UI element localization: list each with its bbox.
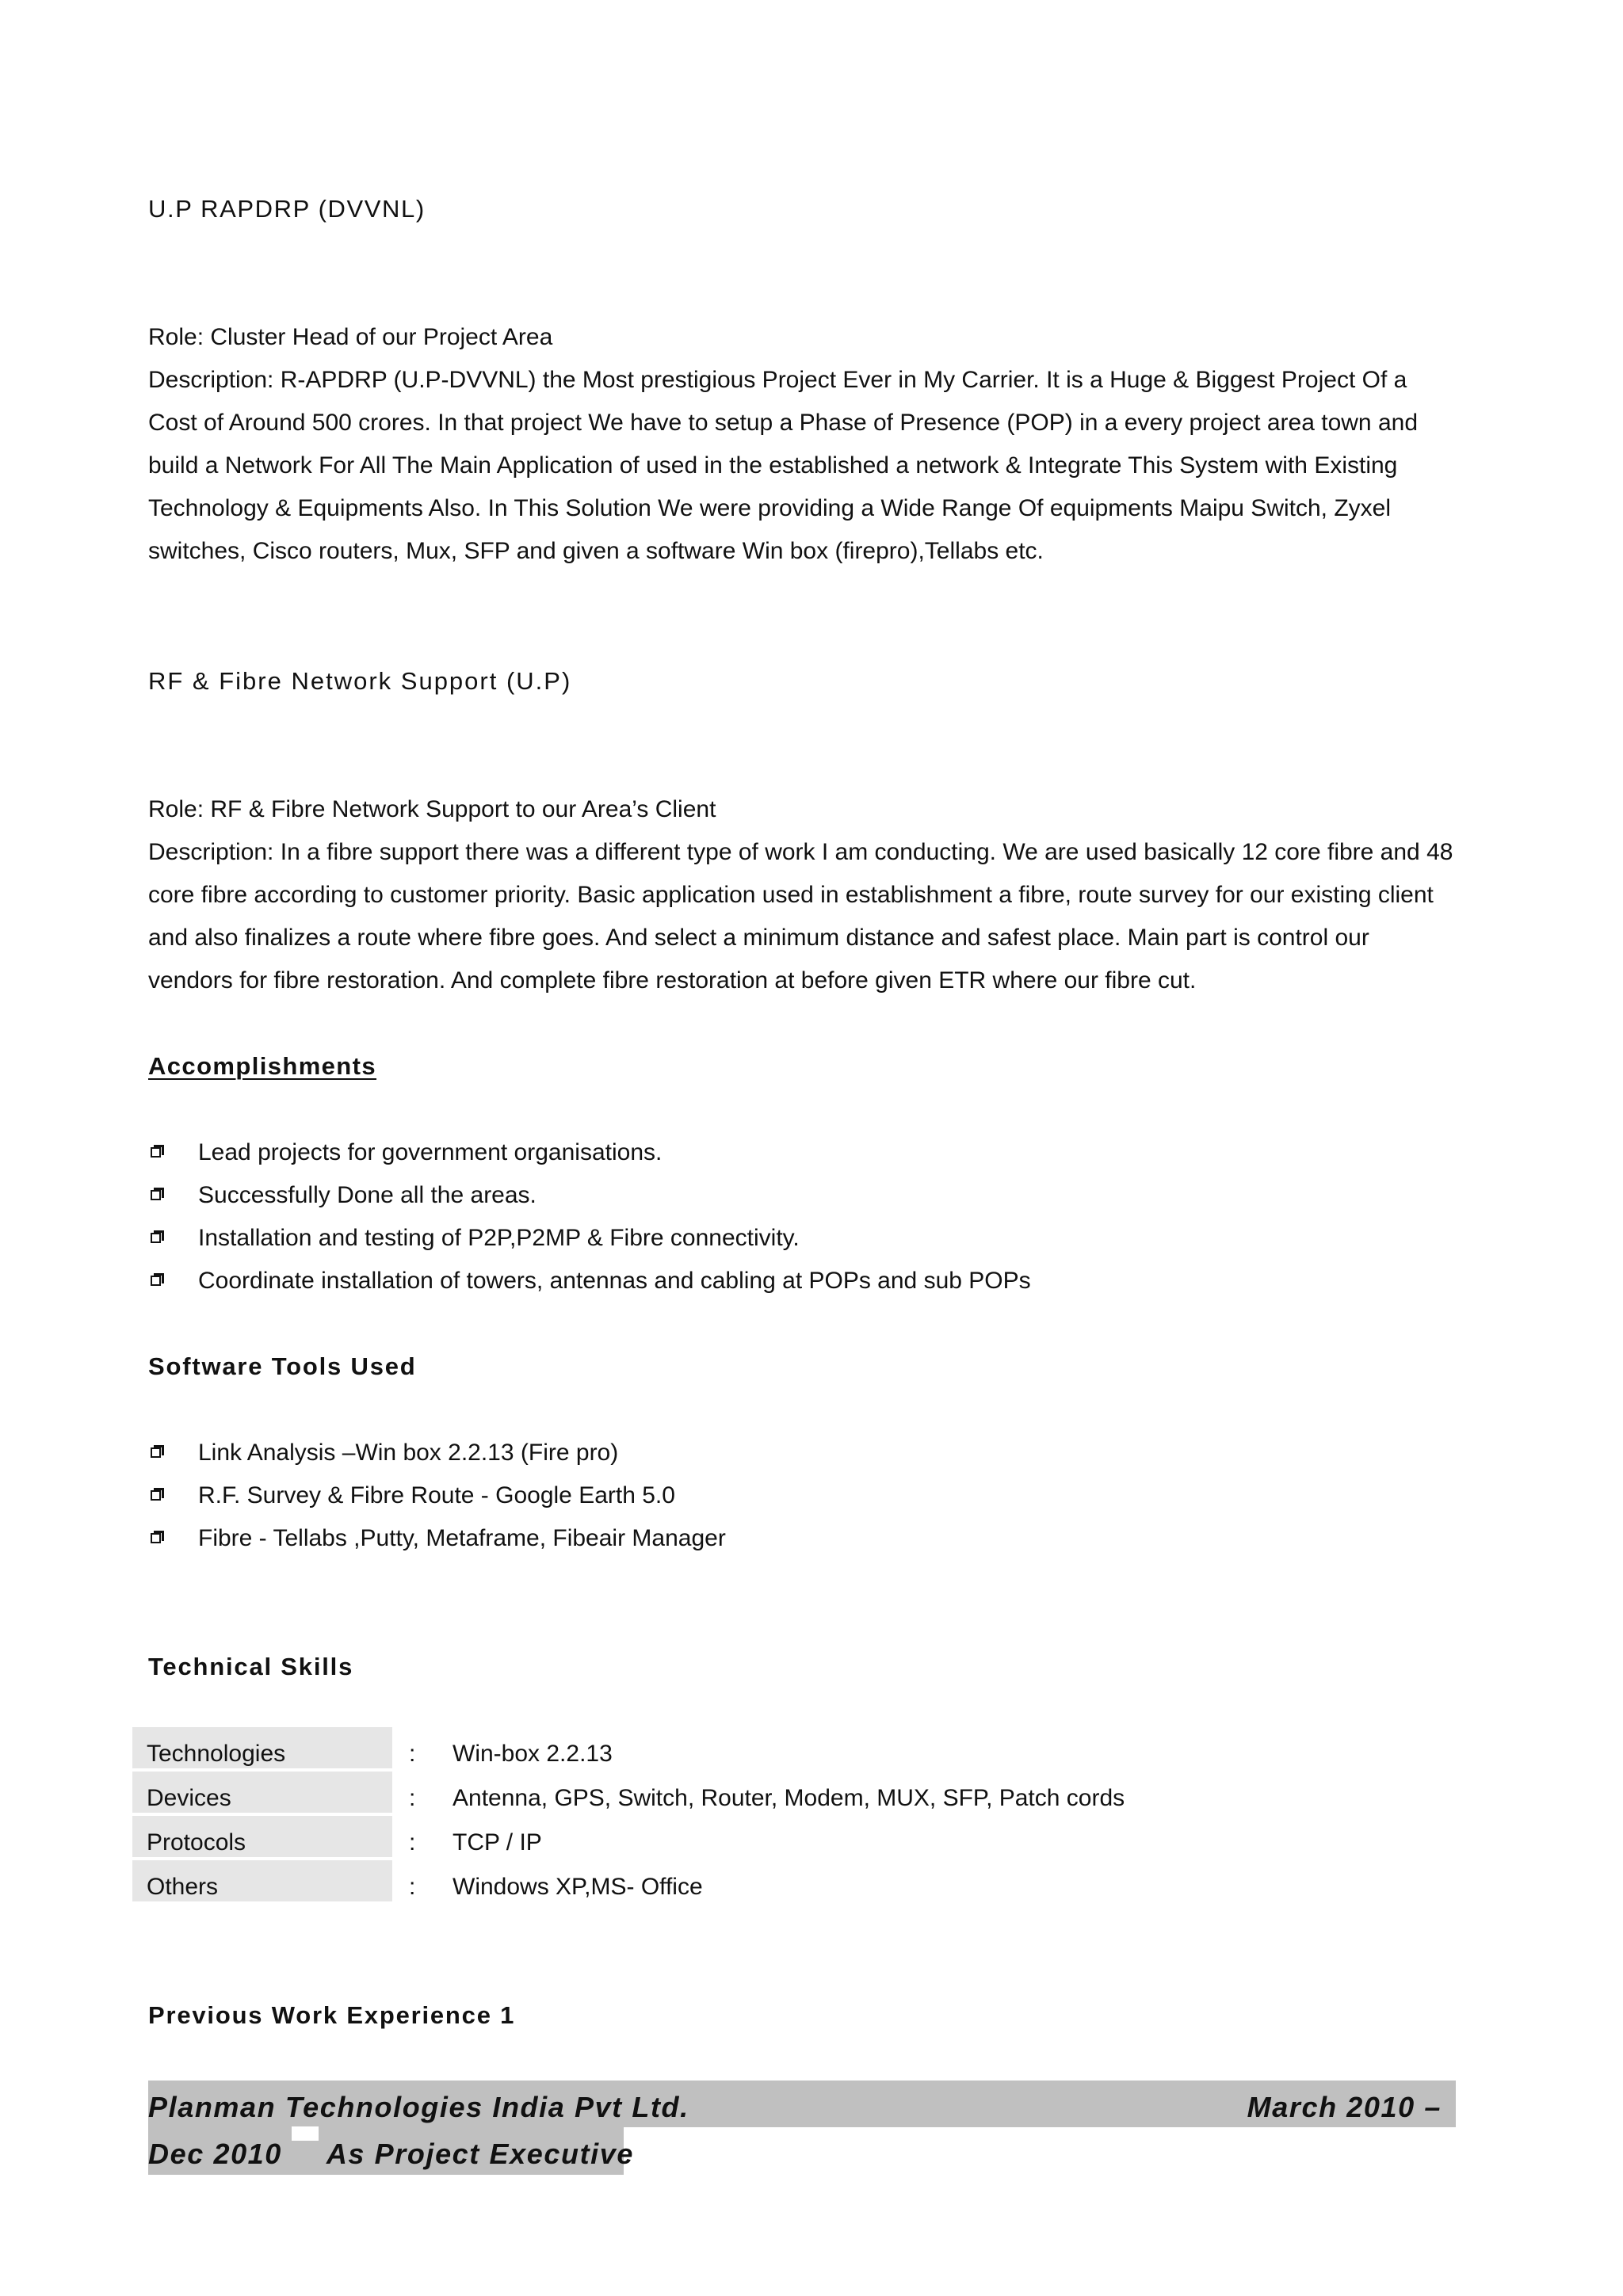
project-description-line: Cost of Around 500 crores. In that project We have to setup a Phase of Presence (POP) in a every project area town and xyxy=(148,410,1418,436)
checkbox-bullet-icon xyxy=(151,1188,164,1201)
checkbox-bullet-icon xyxy=(151,1488,164,1501)
checkbox-bullet-icon xyxy=(151,1273,164,1287)
software-tools-list xyxy=(148,1432,1495,1560)
technical-skills-table xyxy=(132,1727,1559,1905)
table-row xyxy=(132,1772,1559,1816)
checkbox-bullet-icon xyxy=(151,1230,164,1244)
accomplishments-heading: Accomplishments xyxy=(148,1052,377,1080)
rf-support-description-line: vendors for fibre restoration. And complete fibre restoration at before given ETR where our fibre cut. xyxy=(148,967,1197,994)
rf-support-description-line: core fibre according to customer priority. Basic application used in establishment a fibre, route survey for our existing client xyxy=(148,882,1434,908)
skill-separator: : xyxy=(409,1829,416,1855)
project-description-line: Technology & Equipments Also. In This Solution We were providing a Wide Range Of equipments Maipu Switch, Zyxel xyxy=(148,495,1392,521)
skill-label: Others xyxy=(132,1860,392,1901)
band-gap xyxy=(292,2126,319,2141)
project-role: Role: Cluster Head of our Project Area xyxy=(148,324,553,350)
table-row xyxy=(132,1727,1559,1772)
project-heading: U.P RAPDRP (DVVNL) xyxy=(148,195,426,223)
skill-label: Technologies xyxy=(132,1727,392,1768)
list-item: Fibre - Tellabs ,Putty, Metaframe, Fibeair Manager xyxy=(148,1517,1495,1560)
list-item: Installation and testing of P2P,P2MP & Fibre connectivity. xyxy=(148,1217,1495,1260)
previous-experience-heading: Previous Work Experience 1 xyxy=(148,2001,516,2029)
experience-position-band xyxy=(148,2127,634,2175)
list-item: Link Analysis –Win box 2.2.13 (Fire pro) xyxy=(148,1432,1495,1474)
skill-value: TCP / IP xyxy=(453,1829,542,1855)
skill-separator: : xyxy=(409,1785,416,1811)
checkbox-bullet-icon xyxy=(151,1531,164,1544)
skill-label: Protocols xyxy=(132,1816,392,1857)
checkbox-bullet-icon xyxy=(151,1145,164,1158)
skill-value: Win-box 2.2.13 xyxy=(453,1741,613,1767)
list-item: R.F. Survey & Fibre Route - Google Earth 5.0 xyxy=(148,1474,1495,1517)
checkbox-bullet-icon xyxy=(151,1445,164,1459)
rf-support-heading: RF & Fibre Network Support (U.P) xyxy=(148,667,572,695)
rf-support-description-line: Description: In a fibre support there was a different type of work I am conducting. We are used basically 12 core fibre and 48 xyxy=(148,839,1453,865)
accomplishments-list xyxy=(148,1131,1495,1302)
experience-company-band xyxy=(148,2081,1456,2127)
company-name: Planman Technologies India Pvt Ltd. xyxy=(148,2091,689,2123)
date-start: March 2010 – xyxy=(1247,2091,1442,2123)
project-description-line: build a Network For All The Main Application of used in the established a network & Integrate This System with Existing xyxy=(148,452,1398,479)
technical-skills-heading: Technical Skills xyxy=(148,1653,354,1680)
rf-support-details xyxy=(148,788,1511,1002)
skill-separator: : xyxy=(409,1741,416,1767)
project-description-line: switches, Cisco routers, Mux, SFP and given a software Win box (firepro),Tellabs etc. xyxy=(148,538,1044,564)
project-description-line: Description: R-APDRP (U.P-DVVNL) the Most prestigious Project Ever in My Carrier. It is a Huge & Biggest Project Of a xyxy=(148,367,1407,393)
software-tools-heading: Software Tools Used xyxy=(148,1352,417,1380)
rf-support-role: Role: RF & Fibre Network Support to our Area’s Client xyxy=(148,796,716,822)
table-row xyxy=(132,1860,1559,1905)
skill-value: Windows XP,MS- Office xyxy=(453,1874,703,1900)
skill-value: Antenna, GPS, Switch, Router, Modem, MUX, SFP, Patch cords xyxy=(453,1785,1125,1811)
skill-label: Devices xyxy=(132,1772,392,1813)
table-row xyxy=(132,1816,1559,1860)
list-item: Lead projects for government organisations. xyxy=(148,1131,1495,1174)
position-title: As Project Executive xyxy=(326,2138,634,2170)
date-end: Dec 2010 xyxy=(148,2138,282,2170)
rf-support-description-line: and also finalizes a route where fibre goes. And select a minimum distance and safest place. Main part is control our xyxy=(148,925,1369,951)
project-details xyxy=(148,316,1511,573)
list-item: Successfully Done all the areas. xyxy=(148,1174,1495,1217)
list-item: Coordinate installation of towers, antennas and cabling at POPs and sub POPs xyxy=(148,1260,1495,1302)
skill-separator: : xyxy=(409,1874,416,1900)
